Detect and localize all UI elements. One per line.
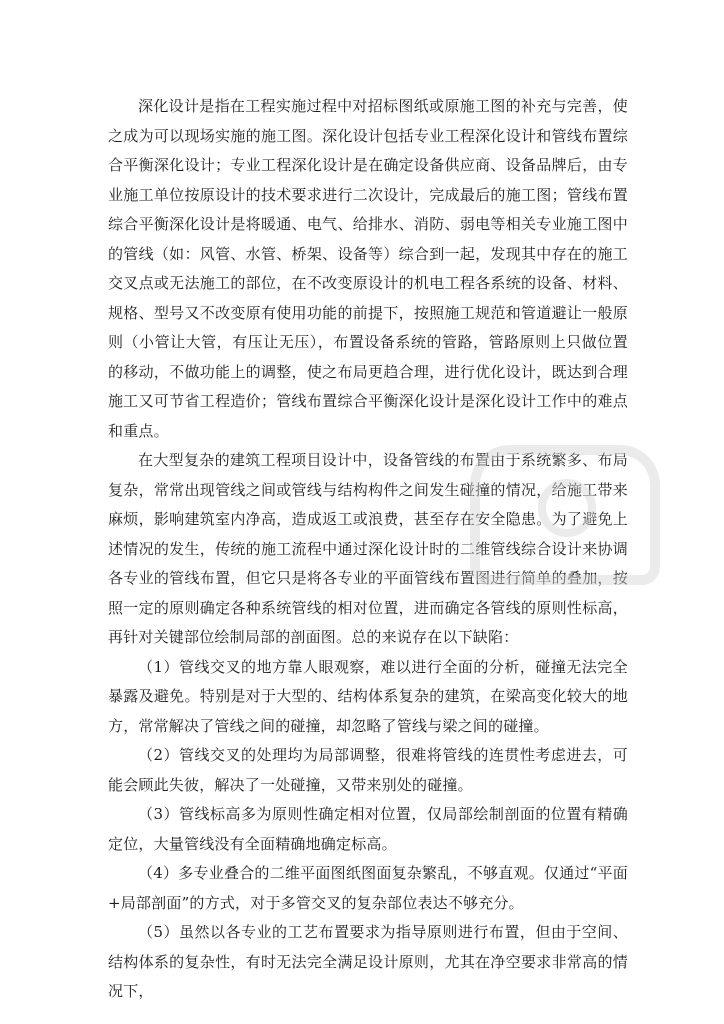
paragraph-defect-1: （1）管线交叉的地方靠人眼观察，难以进行全面的分析，碰撞无法完全暴露及避免。特别是对于大型的、结构体系复杂的建筑，在梁高变化较大的地方，常常解决了管线之间的碰撞，却忽略了管线与梁之间的碰撞。 <box>108 657 628 735</box>
paragraph-definition: 深化设计是指在工程实施过程中对招标图纸或原施工图的补充与完善，使之成为可以现场实施的施工图。深化设计包括专业工程深化设计和管线布置综合平衡深化设计；专业工程深化设计是在确定设备供应商、设备品牌后，由专业施工单位按原设计的技术要求进行二次设计，完成最后的施工图；管线布置综合平衡深化设计是将暖通、电气、给排水、消防、弱电等相关专业施工图中的管线（如：风管、水管、桥架、设备等）综合到一起，发现其中存在的施工交叉点或无法施工的部位，在不改变原设计的机电工程各系统的设备、材料、规格、型号又不改变原有使用功能的前提下，按照施工规范和管道避让一般原则（小管让大管，有压让无压），布置设备系统的管路，管路原则上只做位置的移动，不做功能上的调整，使之布局更趋合理，进行优化设计，既达到合理施工又可节省工程造价；管线布置综合平衡深化设计是深化设计工作中的难点和重点。 <box>108 97 628 440</box>
paragraph-problem-intro: 在大型复杂的建筑工程项目设计中，设备管线的布置由于系统繁多、布局复杂，常常出现管线之间或管线与结构构件之间发生碰撞的情况，给施工带来麻烦，影响建筑室内净高，造成返工或浪费，甚至存在安全隐患。为了避免上述情况的发生，传统的施工流程中通过深化设计时的二维管线综合设计来协调各专业的管线布置，但它只是将各专业的平面管线布置图进行简单的叠加，按照一定的原则确定各种系统管线的相对位置，进而确定各管线的原则性标高，再针对关键部位绘制局部的剖面图。总的来说存在以下缺陷： <box>108 451 628 646</box>
paragraph-defect-4: （4）多专业叠合的二维平面图纸图面复杂繁乱，不够直观。仅通过“平面+局部剖面”的方式，对于多管交叉的复杂部位表达不够充分。 <box>108 864 628 912</box>
paragraph-defect-3: （3）管线标高多为原则性确定相对位置，仅局部绘制剖面的位置有精确定位，大量管线没有全面精确地确定标高。 <box>108 805 628 853</box>
document-body <box>108 92 628 1007</box>
paragraph-defect-2: （2）管线交叉的处理均为局部调整，很难将管线的连贯性考虑进去，可能会顾此失彼，解决了一处碰撞，又带来别处的碰撞。 <box>108 746 628 794</box>
paragraph-defect-5: （5）虽然以各专业的工艺布置要求为指导原则进行布置，但由于空间、结构体系的复杂性，有时无法完全满足设计原则，尤其在净空要求非常高的情况下， <box>108 923 628 1000</box>
